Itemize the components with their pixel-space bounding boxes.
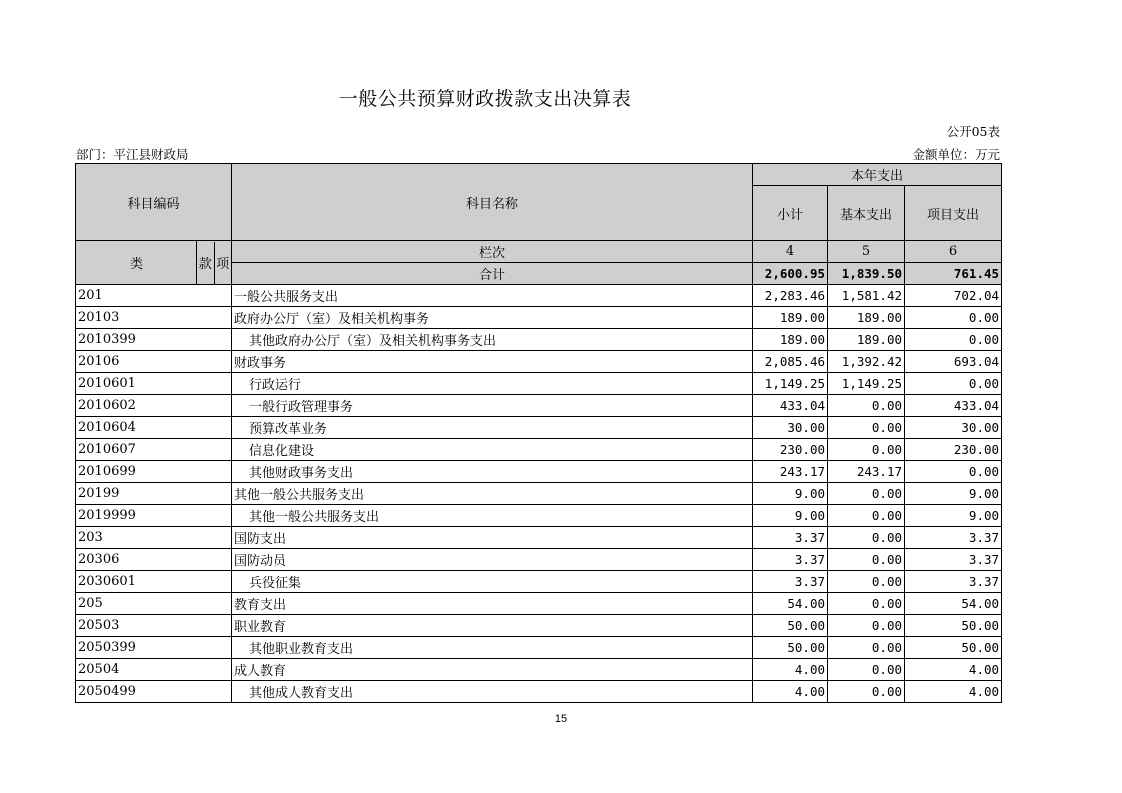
row-name: 其他一般公共服务支出	[232, 505, 753, 527]
row-name: 财政事务	[232, 351, 753, 373]
row-name: 国防动员	[232, 549, 753, 571]
row-project: 9.00	[905, 505, 1002, 527]
table-row	[76, 351, 1002, 373]
row-code: 2010601	[76, 373, 232, 395]
row-subtotal: 3.37	[753, 571, 828, 593]
row-subtotal: 4.00	[753, 659, 828, 681]
row-project: 693.04	[905, 351, 1002, 373]
table-row	[76, 593, 1002, 615]
row-code: 2050399	[76, 637, 232, 659]
row-basic: 0.00	[828, 637, 905, 659]
row-name: 其他职业教育支出	[232, 637, 753, 659]
row-name: 预算改革业务	[232, 417, 753, 439]
row-project: 433.04	[905, 395, 1002, 417]
total-label: 合计	[232, 263, 753, 285]
row-subtotal: 230.00	[753, 439, 828, 461]
row-subtotal: 3.37	[753, 527, 828, 549]
header-section-item-cell	[197, 241, 232, 285]
row-project: 50.00	[905, 615, 1002, 637]
row-name: 其他成人教育支出	[232, 681, 753, 703]
row-code: 20503	[76, 615, 232, 637]
table-row	[76, 681, 1002, 703]
row-project: 30.00	[905, 417, 1002, 439]
row-project: 3.37	[905, 571, 1002, 593]
row-basic: 0.00	[828, 483, 905, 505]
row-basic: 0.00	[828, 549, 905, 571]
row-subtotal: 189.00	[753, 307, 828, 329]
row-subtotal: 50.00	[753, 637, 828, 659]
row-basic: 189.00	[828, 329, 905, 351]
row-project: 4.00	[905, 681, 1002, 703]
header-row-3	[76, 241, 1002, 263]
row-subtotal: 54.00	[753, 593, 828, 615]
page-number: 15	[554, 713, 568, 725]
row-basic: 0.00	[828, 593, 905, 615]
row-project: 0.00	[905, 373, 1002, 395]
row-name: 其他一般公共服务支出	[232, 483, 753, 505]
header-section: 款	[197, 242, 215, 284]
header-col6: 6	[905, 241, 1002, 263]
table-row	[76, 527, 1002, 549]
row-project: 0.00	[905, 329, 1002, 351]
row-subtotal: 1,149.25	[753, 373, 828, 395]
table-row	[76, 571, 1002, 593]
header-project: 项目支出	[905, 186, 1002, 241]
row-basic: 0.00	[828, 439, 905, 461]
row-basic: 189.00	[828, 307, 905, 329]
row-project: 3.37	[905, 549, 1002, 571]
total-subtotal: 2,600.95	[753, 263, 828, 285]
row-code: 205	[76, 593, 232, 615]
total-project: 761.45	[905, 263, 1002, 285]
row-code: 2010607	[76, 439, 232, 461]
header-name: 科目名称	[232, 164, 753, 241]
row-subtotal: 189.00	[753, 329, 828, 351]
row-code: 20306	[76, 549, 232, 571]
row-subtotal: 9.00	[753, 483, 828, 505]
table-row	[76, 439, 1002, 461]
row-name: 兵役征集	[232, 571, 753, 593]
header-col4: 4	[753, 241, 828, 263]
row-project: 9.00	[905, 483, 1002, 505]
header-category-cell	[76, 241, 197, 285]
row-basic: 0.00	[828, 571, 905, 593]
row-code: 2010399	[76, 329, 232, 351]
row-basic: 0.00	[828, 505, 905, 527]
header-category: 类	[129, 257, 143, 272]
row-code: 20106	[76, 351, 232, 373]
row-project: 230.00	[905, 439, 1002, 461]
table-row	[76, 549, 1002, 571]
row-basic: 0.00	[828, 659, 905, 681]
row-code: 203	[76, 527, 232, 549]
row-name: 一般行政管理事务	[232, 395, 753, 417]
row-name: 信息化建设	[232, 439, 753, 461]
form-number: 公开05表	[946, 124, 1000, 139]
table-row	[76, 285, 1002, 307]
row-basic: 0.00	[828, 527, 905, 549]
table-row	[76, 461, 1002, 483]
row-subtotal: 243.17	[753, 461, 828, 483]
row-name: 其他财政事务支出	[232, 461, 753, 483]
header-basic: 基本支出	[828, 186, 905, 241]
row-name: 一般公共服务支出	[232, 285, 753, 307]
row-basic: 1,392.42	[828, 351, 905, 373]
row-basic: 0.00	[828, 615, 905, 637]
table-row	[76, 637, 1002, 659]
header-column-label: 栏次	[232, 241, 753, 263]
row-code: 2010604	[76, 417, 232, 439]
page-title: 一般公共预算财政拨款支出决算表	[338, 88, 632, 110]
row-subtotal: 9.00	[753, 505, 828, 527]
row-code: 20199	[76, 483, 232, 505]
row-subtotal: 50.00	[753, 615, 828, 637]
row-name: 国防支出	[232, 527, 753, 549]
row-subtotal: 30.00	[753, 417, 828, 439]
row-code: 20504	[76, 659, 232, 681]
unit-label: 金额单位：万元	[912, 147, 1000, 162]
table-row	[76, 659, 1002, 681]
row-project: 0.00	[905, 461, 1002, 483]
row-basic: 1,581.42	[828, 285, 905, 307]
row-project: 50.00	[905, 637, 1002, 659]
row-code: 2030601	[76, 571, 232, 593]
header-row-1	[76, 164, 1002, 186]
row-subtotal: 4.00	[753, 681, 828, 703]
row-name: 成人教育	[232, 659, 753, 681]
row-subtotal: 3.37	[753, 549, 828, 571]
row-project: 54.00	[905, 593, 1002, 615]
row-name: 教育支出	[232, 593, 753, 615]
table-row	[76, 329, 1002, 351]
row-project: 4.00	[905, 659, 1002, 681]
row-basic: 1,149.25	[828, 373, 905, 395]
row-code: 2050499	[76, 681, 232, 703]
row-basic: 0.00	[828, 681, 905, 703]
row-name: 其他政府办公厅（室）及相关机构事务支出	[232, 329, 753, 351]
row-subtotal: 2,085.46	[753, 351, 828, 373]
row-basic: 243.17	[828, 461, 905, 483]
row-name: 政府办公厅（室）及相关机构事务	[232, 307, 753, 329]
table-row	[76, 373, 1002, 395]
header-item: 项	[216, 257, 230, 272]
header-current-year: 本年支出	[753, 164, 1002, 186]
table-row	[76, 505, 1002, 527]
header-subtotal: 小计	[753, 186, 828, 241]
table-row	[76, 483, 1002, 505]
row-code: 2010602	[76, 395, 232, 417]
row-name: 行政运行	[232, 373, 753, 395]
header-code: 科目编码	[76, 164, 232, 241]
row-code: 2019999	[76, 505, 232, 527]
table-row	[76, 417, 1002, 439]
row-basic: 0.00	[828, 417, 905, 439]
row-basic: 0.00	[828, 395, 905, 417]
total-basic: 1,839.50	[828, 263, 905, 285]
department-label: 部门：平江县财政局	[76, 147, 189, 162]
row-code: 201	[76, 285, 232, 307]
budget-table	[75, 163, 1002, 703]
row-subtotal: 433.04	[753, 395, 828, 417]
row-code: 2010699	[76, 461, 232, 483]
row-project: 3.37	[905, 527, 1002, 549]
table-row	[76, 395, 1002, 417]
row-name: 职业教育	[232, 615, 753, 637]
table-row	[76, 615, 1002, 637]
header-col5: 5	[828, 241, 905, 263]
row-code: 20103	[76, 307, 232, 329]
row-subtotal: 2,283.46	[753, 285, 828, 307]
table-row	[76, 307, 1002, 329]
row-project: 702.04	[905, 285, 1002, 307]
row-project: 0.00	[905, 307, 1002, 329]
